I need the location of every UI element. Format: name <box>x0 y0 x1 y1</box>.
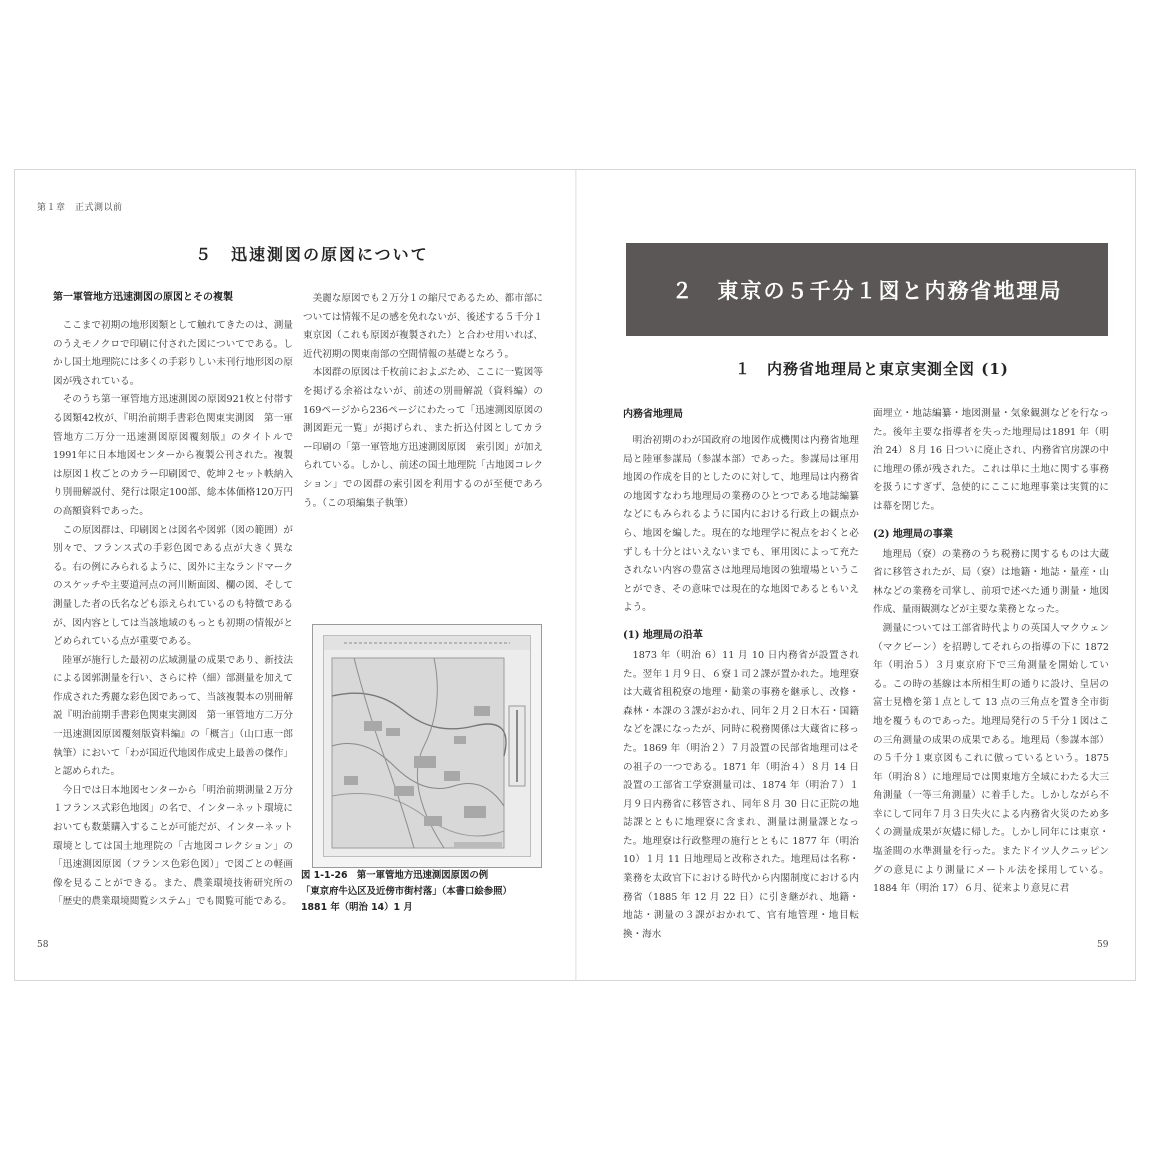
chapter-banner: ２ 東京の５千分１図と内務省地理局 <box>626 243 1108 336</box>
subheading-chiri-kyoku: 内務省地理局 <box>623 409 683 420</box>
left-col1-para-1: ここまで初期の地形図類として触れてきたのは、測量のうえモノクロで印刷に付された図についてである。しかし国土地理院には多くの手彩りしい未刊行地形図の原図が残されている。 <box>53 320 293 387</box>
page-gutter <box>575 170 577 980</box>
left-col1-para-5: 今日では日本地図センターから「明治前期測量２万分１フランス式彩色地図」の名で、インターネット環境においても数葉購入することが可能だが、インターネット環境としては国土地理院の「古地図コレクション」の「迅速測図原図（フランス色彩色図）」で図ごとの軽画像を見ることができる。また、農業環境技術研究所の「歴史的農業環境閲覧システム」でも閲覧可能である。 <box>53 784 293 908</box>
section-heading-left: ５ 迅速測図の原図について <box>195 245 429 264</box>
right-column-2 <box>873 405 1109 899</box>
right-col2-work-1: 地理局（寮）の業務のうち税務に関するものは大蔵省に移管されたが、局（寮）は地籍・地誌・量産・山林などの業務を司掌し、前項で述べた通り測量・地図作成、量雨観測などが主要な業務となった。 <box>873 548 1109 616</box>
right-col2-work-2: 測量については工部省時代よりの英国人マクウェン（マクビーン）を招聘してそれらの指導の下に 1872 年（明治５）３月東京府下で三角測量を開始している。この時の基線は本所相生町の通りに設け、皇居の富士見櫓を第１点として 13 点の三角点を置き全市街地を覆うものであった。地理局発行の５千分１図はこの三角測量の成果の成果である。地理局（参謀本部）の５千分１東京図もこれに倣っているという。1875 年（明治８）に地理局では関東地方全域にわたる大三角測量（一等三角測量）に着手した。しかしながら不幸にして同年７月３日失火による内務省火災のため多くの測量成果が灰燼に帰した。しかし同年には東京・塩釜間の水準測量を行った。またドイツ人クニッピングの意見により測量にメートル法を採用している。1884 年（明治 17）６月、従来より意見に君 <box>873 622 1109 895</box>
right-column-1 <box>623 405 859 944</box>
page-number-right: 59 <box>1097 940 1109 950</box>
left-col2-para-1: 美麗な原図でも２万分１の縮尺であるため、都市部については情報不足の感を免れないが、後述する５千分１東京図（これも原図が複製された）と合わせ用いれば、近代初期の関東南部の空間情報の基礎となろう。 <box>303 293 543 360</box>
left-col1-para-4: 陸軍が施行した最初の広域測量の成果であり、新技法による図郭測量を行い、さらに枠（細）部測量を加えて作成された秀麗な彩色図であって、当該複製本の別冊解説『明治前期手書彩色関東実測図 第一軍管地方二万分一迅速測図原図覆刻版資料編』の「概言」（山口恵一郎執筆）において「わが国近代地図作成史上最善の傑作」と認められた。 <box>53 654 293 778</box>
left-col2-para-2: 本図群の原図は千枚前におよぶため、ここに一覧図等を掲げる余裕はないが、前述の別冊解説（資料編）の169ページから236ページにわたって「迅速測図原図の測図距元一覧」が掲げられ、また折込付図としてカラー印刷の「第一軍管地方迅速測図原図 索引図」が加えられている。しかし、前述の国土地理院「古地図コレクション」での図群の索引図を利用するのが至便であろう。（この項編集子執筆） <box>303 367 543 509</box>
caption-line-2: 「東京府牛込区及近傍市街村落」（本書口絵参照） <box>301 886 512 897</box>
left-column-2 <box>303 290 543 513</box>
right-col2-top: 面埋立・地誌編纂・地図測量・気象観測などを行なった。後年主要な指導者を失った地理局は1891 年（明治 24）８月 16 日ついに廃止され、内務省官房課の中に地理の係が残された。これは単に土地に関する事務を扱うにすぎず、急使的にここに地理事業は実質的には幕を閉じた。 <box>873 408 1109 512</box>
subheading-work: (2) 地理局の事業 <box>873 528 953 540</box>
figure-map <box>312 624 542 868</box>
section-heading-right: １ 内務省地理局と東京実測全図 (1) <box>735 360 1009 378</box>
book-spread <box>15 170 1135 980</box>
figure-caption <box>301 868 551 916</box>
right-col1-history: 1873 年（明治 6）11 月 10 日内務省が設置された。翌年１月９日、６寮１司２課が置かれた。地理寮は大蔵省租税寮の地理・勧業の事務を継承し、改修・森林・本課の３課がおかれ、同年２月２日木石・国籍などを課になったが、同時に税務関係は大蔵省に移った。1869 年（明治２）７月設置の民部省地理司はその祖子の一つである。1871 年（明治４）８月 14 日設置の工部省工学寮測量司は、1874 年（明治７）１月９日内務省に移管され、同年８月 30 日に正院の地誌課とともに地理寮に含まれ、測量は測量課となった。地理寮は行政整理の施行とともに 1877 年（明治 10）１月 11 日地理局と改称された。地理局は名称・業務を太政官下における時代から内閣制度における内務省（1885 年 12 月 22 日）に引き継がれ、地籍・地誌・測量の３課がおかれて、官有地管理・地目転換・海水 <box>623 649 859 940</box>
page-number-left: 58 <box>37 940 49 950</box>
left-col1-para-2: そのうち第一軍管地方迅速測図の原図921枚と付帯する図類42枚が、『明治前期手書彩色関東実測図 第一軍管地方二万分一迅速測図原図覆刻版』のタイトルで1991年に日本地図センターから複製公刊された。複製は原図１枚ごとのカラー印刷図で、乾坤２セット帙納入り別冊解説付、発行は限定100部、総本体価格120万円の高額資料であった。 <box>53 394 293 517</box>
subheading-history: (1) 地理局の沿革 <box>623 629 703 641</box>
caption-line-3: 1881 年（明治 14）1 月 <box>301 902 413 913</box>
map-drawing <box>324 636 530 856</box>
left-column-1 <box>53 288 293 912</box>
left-col1-para-3: この原図群は、印刷図とは図名や図郭（図の範囲）が別々で、フランス式の手彩色図である点が大きく異なる。右の例にみられるように、図外に主なランドマークのスケッチや主要道河点の河川断面図、欄の図、そして測量した者の氏名なども添えられているのも特徴であるが、図内容としては当該地域のもっとも初期の情報がとどめられている点が重要である。 <box>53 524 293 648</box>
running-head: 第１章 正式測以前 <box>37 203 123 213</box>
map-image <box>323 635 531 857</box>
right-col1-intro: 明治初期のわが国政府の地図作成機関は内務省地理局と陸軍参謀局（参謀本部）であった。参謀局は軍用地図の作成を目的としたのに対して、地理局は内務省の地図すなわち地理局の業務のひとつである地誌編纂などにもみられるように国内における行政上の観点から、地図を編した。現在的な地理学に視点をおくと必ずしも十分とはいえないまでも、軍用図によって充たされない内容の豊富さは地理局地図の独壇場ということができ、その意味では現在的な地図であるともいえよう。 <box>623 435 859 614</box>
caption-line-1: 図 1-1-26 第一軍管地方迅速測図原図の例 <box>301 870 489 881</box>
subheading-left: 第一軍管地方迅速測図の原図とその複製 <box>53 292 233 303</box>
